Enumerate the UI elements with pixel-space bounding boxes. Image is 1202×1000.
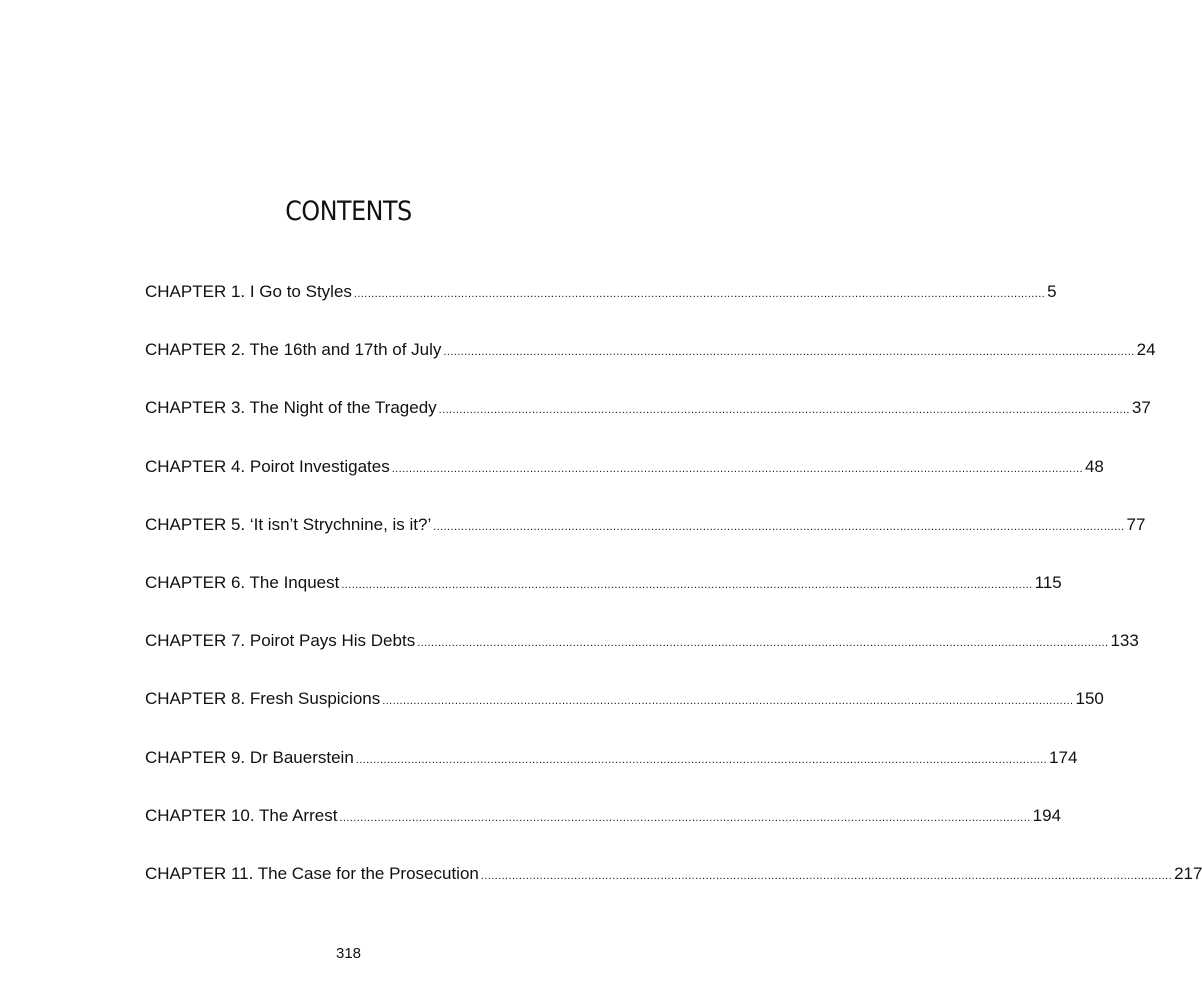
- toc-entry-title: CHAPTER 8. Fresh Suspicions: [145, 689, 381, 709]
- toc-entry-title: CHAPTER 4. Poirot Investigates: [145, 456, 390, 476]
- toc-leader-dots: ........................................................................................................................................................................................................: [382, 695, 1074, 708]
- toc-entry-title: CHAPTER 2. The 16th and 17th of July: [145, 340, 442, 360]
- toc-entry-title: CHAPTER 11. The Case for the Prosecution: [145, 863, 479, 883]
- toc-leader-dots: ........................................................................................................................................................................................................: [480, 869, 1173, 882]
- table-of-contents: [145, 280, 1202, 920]
- contents-heading: CONTENTS: [285, 196, 412, 227]
- toc-entry-title: CHAPTER 7. Poirot Pays His Debts: [145, 631, 416, 651]
- toc-entry-page: 37: [1131, 398, 1151, 418]
- toc-entry-page: 194: [1032, 805, 1062, 825]
- toc-entry: [145, 280, 1057, 338]
- toc-entry: [145, 571, 1062, 629]
- toc-leader-dots: ........................................................................................................................................................................................................: [341, 578, 1033, 591]
- toc-leader-dots: ........................................................................................................................................................................................................: [339, 811, 1031, 824]
- toc-entry: [145, 396, 1151, 454]
- toc-entry-page: 133: [1110, 631, 1139, 651]
- toc-entry-page: 217: [1174, 863, 1202, 883]
- toc-entry-title: CHAPTER 9. Dr Bauerstein: [145, 747, 354, 767]
- toc-entry: [145, 687, 1104, 745]
- toc-entry-page: 115: [1034, 572, 1062, 592]
- toc-entry: [145, 629, 1139, 687]
- toc-leader-dots: ........................................................................................................................................................................................................: [433, 520, 1125, 533]
- toc-entry-page: 150: [1075, 689, 1104, 709]
- toc-entry-title: CHAPTER 5. ‘It isn’t Strychnine, is it?’: [145, 514, 432, 534]
- toc-entry-page: 5: [1047, 282, 1057, 301]
- toc-entry-title: CHAPTER 3. The Night of the Tragedy: [145, 398, 437, 418]
- toc-entry-page: 48: [1084, 456, 1104, 476]
- toc-entry: [145, 746, 1078, 804]
- toc-entry-page: 24: [1136, 340, 1156, 360]
- toc-leader-dots: ........................................................................................................................................................................................................: [417, 637, 1109, 650]
- toc-leader-dots: ........................................................................................................................................................................................................: [438, 404, 1130, 417]
- toc-entry: [145, 804, 1062, 862]
- toc-leader-dots: ........................................................................................................................................................................................................: [355, 753, 1048, 766]
- page-number: 318: [335, 945, 362, 962]
- toc-entry-title: CHAPTER 10. The Arrest: [145, 805, 338, 825]
- toc-leader-dots: ........................................................................................................................................................................................................: [391, 462, 1083, 475]
- toc-entry-title: CHAPTER 6. The Inquest: [145, 572, 340, 592]
- toc-entry: [145, 455, 1104, 513]
- toc-entry-page: 174: [1049, 747, 1078, 767]
- toc-entry-page: 77: [1126, 514, 1146, 534]
- toc-entry: [145, 513, 1146, 571]
- toc-leader-dots: ........................................................................................................................................................................................................: [443, 346, 1135, 359]
- toc-entry: [145, 338, 1156, 396]
- toc-entry: [145, 862, 1202, 920]
- toc-leader-dots: ........................................................................................................................................................................................................: [353, 288, 1046, 300]
- toc-entry-title: CHAPTER 1. I Go to Styles: [145, 282, 352, 301]
